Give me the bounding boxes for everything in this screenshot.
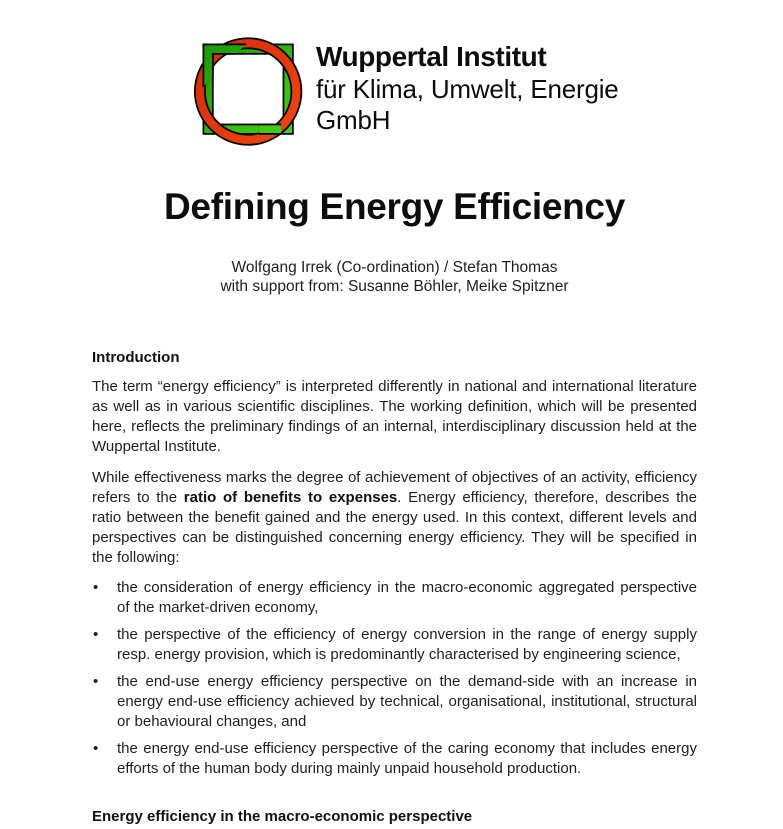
document-body: [92, 348, 697, 827]
org-subtitle-line2: GmbH: [316, 105, 391, 135]
org-subtitle-line1: für Klima, Umwelt, Energie: [316, 74, 619, 104]
page-title: Defining Energy Efficiency: [164, 186, 625, 227]
authors-support-line: with support from: Susanne Böhler, Meike Spitzner: [220, 278, 569, 295]
authors-line: Wolfgang Irrek (Co-ordination) / Stefan Thomas: [231, 259, 558, 276]
para2-text-before: While effectiveness marks the degree of achievement of objectives of an activity, efficiency refers to the: [92, 469, 697, 506]
bullet-item: • the energy end-use efficiency perspective of the caring economy that includes energy efforts of the human body during mainly unpaid household production.: [92, 739, 697, 779]
authors-block: [92, 258, 697, 296]
wuppertal-institut-logo: [194, 35, 307, 148]
org-name: Wuppertal Institut: [316, 41, 547, 72]
intro-paragraph-1: The term “energy efficiency” is interpreted differently in national and international literature as well as in various scientific disciplines. The working definition, which will be presented here, reflects the preliminary findings of an internal, interdisciplinary discussion held at the Wuppertal Institute.: [92, 378, 697, 455]
intro-heading: Introduction: [92, 349, 180, 366]
brand-wordmark: [316, 40, 619, 136]
perspective-bullet-list: [92, 578, 697, 779]
para2-text-after: . Energy efficiency, therefore, describes the ratio between the benefit gained and the energy used. In this context, different levels and perspectives can be distinguished concerning energy efficiency. They will be specified in the following:: [92, 489, 697, 566]
intro-paragraph-2: [92, 468, 697, 568]
bullet-item: • the consideration of energy efficiency in the macro-economic aggregated perspective of the market-driven economy,: [92, 578, 697, 618]
para2-bold-phrase: ratio of benefits to expenses: [183, 489, 398, 506]
bullet-item: • the end-use energy efficiency perspective on the demand-side with an increase in energy end-use efficiency achieved by technical, organisational, institutional, structural or behavioural changes, and: [92, 672, 697, 732]
bullet-item: • the perspective of the efficiency of energy conversion in the range of energy supply resp. energy provision, which is predominantly characterised by engineering science,: [92, 625, 697, 665]
section2-heading: Energy efficiency in the macro-economic perspective: [92, 808, 473, 825]
